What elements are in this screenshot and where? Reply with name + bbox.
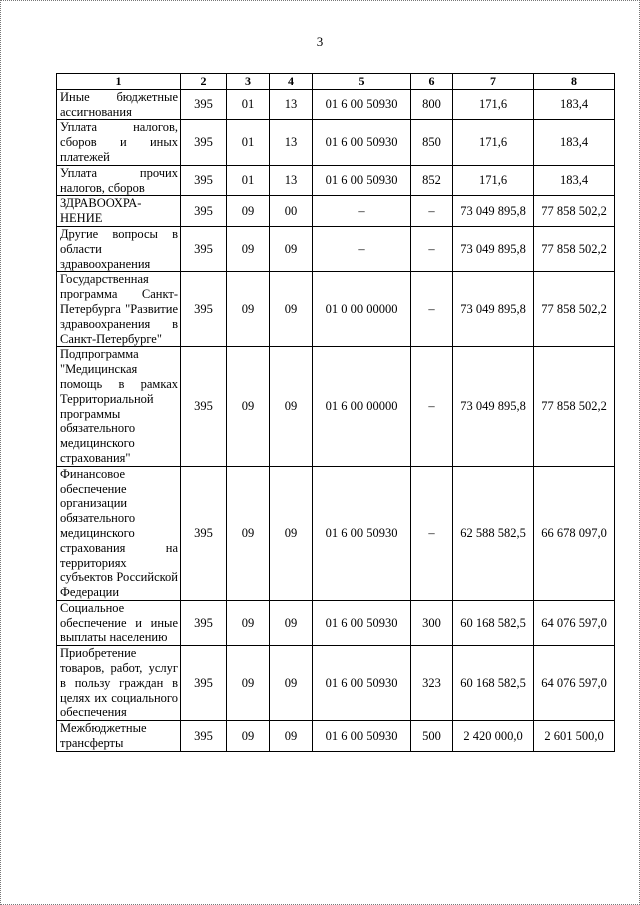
subsection-code-cell: 00	[270, 196, 313, 227]
amount-col7-cell: 73 049 895,8	[453, 196, 534, 227]
admin-code-cell: 395	[181, 120, 227, 165]
section-code-cell: 01	[227, 120, 270, 165]
amount-col8-cell: 77 858 502,2	[534, 226, 615, 271]
admin-code-cell: 395	[181, 226, 227, 271]
table-row	[57, 165, 615, 196]
section-code-cell: 09	[227, 272, 270, 347]
row-name-cell: Другие вопросы в области здравоохранения	[57, 226, 181, 271]
subsection-code-cell: 13	[270, 89, 313, 120]
admin-code-cell: 395	[181, 272, 227, 347]
subsection-code-cell: 09	[270, 721, 313, 752]
admin-code-cell: 395	[181, 165, 227, 196]
column-header: 5	[313, 74, 411, 90]
row-name-cell: Социальное обеспечение и иные выплаты населению	[57, 600, 181, 645]
expense-type-cell: 300	[411, 600, 453, 645]
admin-code-cell: 395	[181, 646, 227, 721]
target-article-cell: 01 6 00 00000	[313, 347, 411, 466]
table-row	[57, 347, 615, 466]
expense-type-cell: –	[411, 347, 453, 466]
target-article-cell: 01 6 00 50930	[313, 466, 411, 600]
row-name-cell: Иные бюджетные ассигнования	[57, 89, 181, 120]
subsection-code-cell: 09	[270, 646, 313, 721]
page-number: 3	[316, 34, 324, 49]
admin-code-cell: 395	[181, 721, 227, 752]
column-header: 7	[453, 74, 534, 90]
admin-code-cell: 395	[181, 600, 227, 645]
subsection-code-cell: 09	[270, 466, 313, 600]
table-row	[57, 272, 615, 347]
admin-code-cell: 395	[181, 466, 227, 600]
row-name-cell: Межбюджетные трансферты	[57, 721, 181, 752]
table-row	[57, 196, 615, 227]
expense-type-cell: –	[411, 226, 453, 271]
amount-col7-cell: 171,6	[453, 120, 534, 165]
amount-col8-cell: 64 076 597,0	[534, 600, 615, 645]
section-code-cell: 09	[227, 226, 270, 271]
expense-type-cell: –	[411, 466, 453, 600]
subsection-code-cell: 09	[270, 226, 313, 271]
column-header: 6	[411, 74, 453, 90]
amount-col7-cell: 73 049 895,8	[453, 226, 534, 271]
target-article-cell: 01 6 00 50930	[313, 165, 411, 196]
amount-col8-cell: 64 076 597,0	[534, 646, 615, 721]
expense-type-cell: 850	[411, 120, 453, 165]
column-header: 1	[57, 74, 181, 90]
table-header-row	[57, 74, 615, 90]
expense-type-cell: 800	[411, 89, 453, 120]
table-row	[57, 120, 615, 165]
budget-table	[56, 73, 615, 752]
amount-col8-cell: 183,4	[534, 89, 615, 120]
admin-code-cell: 395	[181, 89, 227, 120]
target-article-cell: –	[313, 226, 411, 271]
amount-col7-cell: 60 168 582,5	[453, 646, 534, 721]
amount-col7-cell: 60 168 582,5	[453, 600, 534, 645]
expense-type-cell: 852	[411, 165, 453, 196]
expense-type-cell: 500	[411, 721, 453, 752]
amount-col8-cell: 2 601 500,0	[534, 721, 615, 752]
table-row	[57, 89, 615, 120]
target-article-cell: 01 6 00 50930	[313, 646, 411, 721]
amount-col8-cell: 77 858 502,2	[534, 196, 615, 227]
amount-col8-cell: 183,4	[534, 120, 615, 165]
subsection-code-cell: 09	[270, 347, 313, 466]
section-code-cell: 09	[227, 600, 270, 645]
row-name-cell: Приобретение товаров, работ, услуг в пользу граждан в целях их социального обеспечения	[57, 646, 181, 721]
amount-col7-cell: 62 588 582,5	[453, 466, 534, 600]
row-name-cell: ЗДРАВООХРА-НЕНИЕ	[57, 196, 181, 227]
target-article-cell: 01 6 00 50930	[313, 721, 411, 752]
section-code-cell: 01	[227, 89, 270, 120]
table-row	[57, 721, 615, 752]
amount-col7-cell: 73 049 895,8	[453, 272, 534, 347]
subsection-code-cell: 13	[270, 165, 313, 196]
row-name-cell: Подпрограмма "Медицинская помощь в рамках Территориальной программы обязательного медицинского страхования"	[57, 347, 181, 466]
row-name-cell: Финансовое обеспечение организации обязательного медицинского страхования на территориях субъектов Российской Федерации	[57, 466, 181, 600]
admin-code-cell: 395	[181, 196, 227, 227]
amount-col8-cell: 77 858 502,2	[534, 347, 615, 466]
subsection-code-cell: 13	[270, 120, 313, 165]
row-name-cell: Уплата прочих налогов, сборов	[57, 165, 181, 196]
row-name-cell: Уплата налогов, сборов и иных платежей	[57, 120, 181, 165]
table-row	[57, 466, 615, 600]
admin-code-cell: 395	[181, 347, 227, 466]
amount-col8-cell: 77 858 502,2	[534, 272, 615, 347]
section-code-cell: 01	[227, 165, 270, 196]
column-header: 4	[270, 74, 313, 90]
section-code-cell: 09	[227, 646, 270, 721]
column-header: 2	[181, 74, 227, 90]
table-row	[57, 646, 615, 721]
amount-col7-cell: 171,6	[453, 89, 534, 120]
subsection-code-cell: 09	[270, 600, 313, 645]
section-code-cell: 09	[227, 347, 270, 466]
target-article-cell: 01 6 00 50930	[313, 600, 411, 645]
expense-type-cell: 323	[411, 646, 453, 721]
subsection-code-cell: 09	[270, 272, 313, 347]
target-article-cell: 01 6 00 50930	[313, 89, 411, 120]
target-article-cell: 01 0 00 00000	[313, 272, 411, 347]
table-row	[57, 600, 615, 645]
amount-col7-cell: 171,6	[453, 165, 534, 196]
table-row	[57, 226, 615, 271]
section-code-cell: 09	[227, 466, 270, 600]
expense-type-cell: –	[411, 272, 453, 347]
section-code-cell: 09	[227, 196, 270, 227]
expense-type-cell: –	[411, 196, 453, 227]
target-article-cell: 01 6 00 50930	[313, 120, 411, 165]
section-code-cell: 09	[227, 721, 270, 752]
amount-col7-cell: 73 049 895,8	[453, 347, 534, 466]
column-header: 8	[534, 74, 615, 90]
amount-col8-cell: 66 678 097,0	[534, 466, 615, 600]
amount-col7-cell: 2 420 000,0	[453, 721, 534, 752]
amount-col8-cell: 183,4	[534, 165, 615, 196]
row-name-cell: Государственная программа Санкт-Петербурга "Развитие здравоохранения в Санкт-Петербурге"	[57, 272, 181, 347]
column-header: 3	[227, 74, 270, 90]
target-article-cell: –	[313, 196, 411, 227]
